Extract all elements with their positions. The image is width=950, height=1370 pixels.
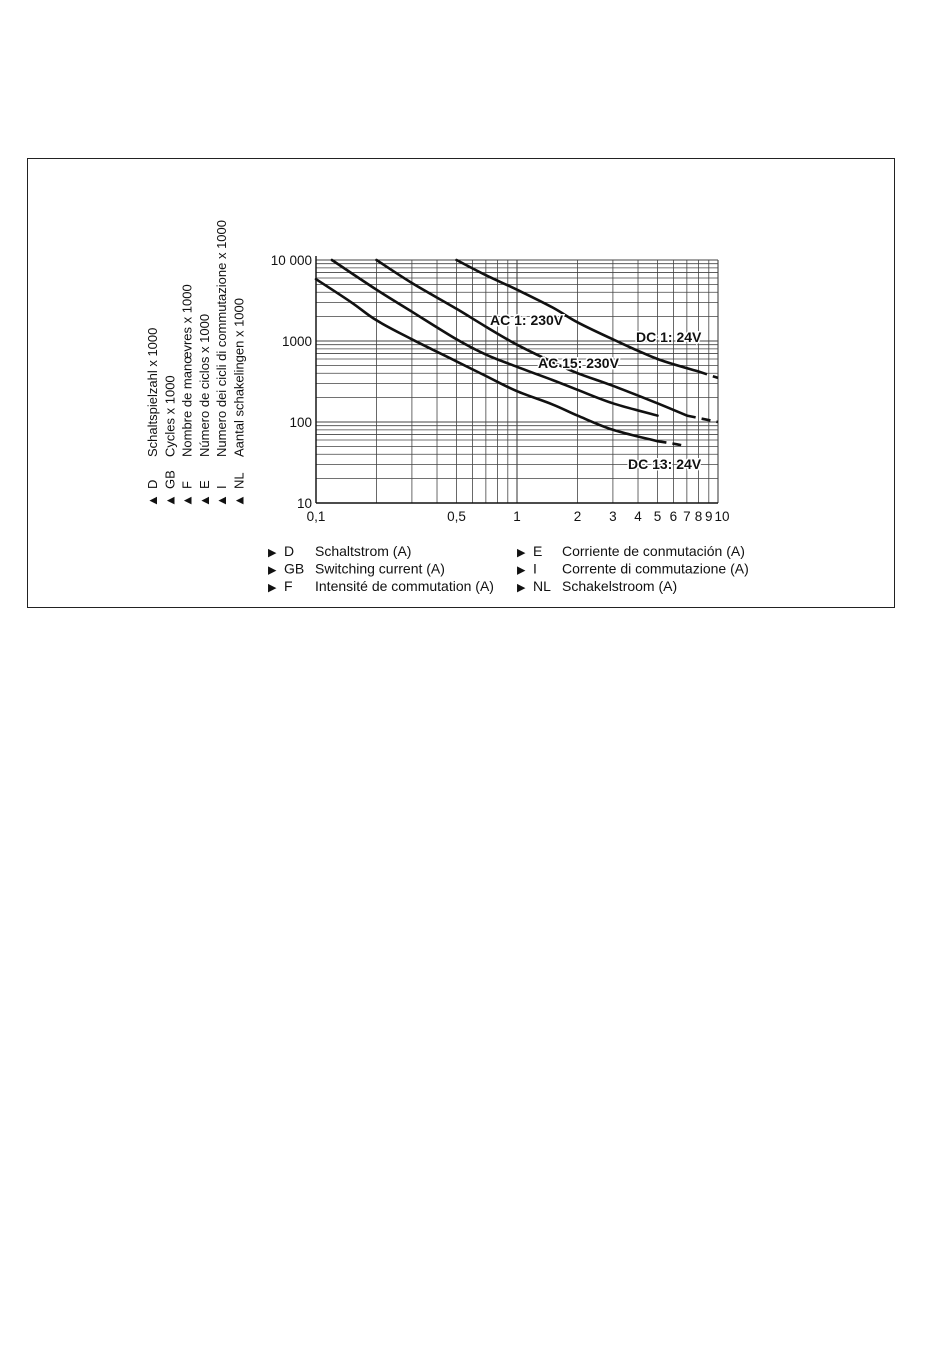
x-tick-label: 1	[513, 509, 521, 524]
x-tick-label: 4	[634, 509, 642, 524]
x-tick-label: 9	[705, 509, 713, 524]
series-label-ac-1-230v: AC 1: 230V	[490, 312, 564, 328]
y-label-text: Aantal schakelingen x 1000	[231, 297, 247, 457]
y-label-text: Cycles x 1000	[162, 375, 178, 457]
x-label-arrow: ▶	[268, 564, 277, 577]
y-label-code: E	[196, 480, 212, 489]
x-label-code: E	[533, 543, 543, 559]
y-label-code: NL	[231, 472, 247, 489]
x-label-text: Schakelstroom (A)	[562, 578, 678, 594]
y-label-code: GB	[162, 470, 178, 489]
y-label-line	[180, 284, 195, 507]
x-tick-label: 8	[694, 509, 703, 524]
x-label-code: I	[533, 560, 537, 577]
x-label-text: Schaltstrom (A)	[315, 543, 412, 559]
series-extension-dc-13-24v	[658, 441, 687, 446]
y-label-line	[145, 328, 160, 507]
y-label-line	[232, 298, 247, 507]
x-label-code: NL	[533, 578, 551, 594]
y-tick-label: 10	[296, 496, 312, 511]
y-label-arrow: ▲	[162, 494, 178, 507]
x-label-arrow: ▶	[517, 547, 526, 559]
x-label-code: D	[284, 543, 295, 559]
x-tick-label: 6	[669, 509, 678, 524]
x-label-text: Corrente di commutazione (A)	[562, 560, 749, 577]
y-label-code: F	[179, 481, 195, 489]
y-label-arrow: ▲	[179, 494, 195, 507]
y-label-arrow: ▲	[214, 494, 230, 507]
y-label-text: Nombre de manœvres x 1000	[179, 284, 195, 457]
x-label-text: Intensité de commutation (A)	[315, 578, 494, 594]
series-extension-ac-1-230v	[699, 372, 719, 378]
x-tick-label: 0,5	[447, 509, 466, 524]
x-label-arrow: ▶	[517, 582, 526, 594]
x-label-code: F	[284, 578, 293, 594]
series-label-ac-15-230v: AC 15: 230V	[538, 355, 619, 371]
x-tick-label: 3	[609, 509, 617, 524]
y-label-text: Número de ciclos x 1000	[196, 313, 212, 457]
x-axis-label-block	[268, 543, 749, 594]
x-label-text: Switching current (A)	[315, 560, 445, 577]
y-label-text: Numero dei cicli di commutazione x 1000	[214, 220, 230, 457]
x-label-text: Corriente de conmutación (A)	[562, 543, 745, 559]
y-label-line	[214, 220, 229, 507]
series-extension-dc-1-24v	[687, 416, 718, 422]
x-label-arrow: ▶	[268, 582, 277, 594]
series-label-dc-1-24v: DC 1: 24V	[636, 329, 702, 345]
x-tick-label: 5	[653, 509, 662, 524]
y-label-text: Schaltspielzahl x 1000	[145, 327, 160, 457]
y-label-code: D	[145, 479, 160, 489]
y-label-arrow: ▲	[231, 494, 247, 507]
x-tick-label: 10	[714, 509, 730, 524]
y-label-arrow: ▲	[196, 494, 212, 507]
x-tick-label: 7	[683, 509, 691, 524]
x-label-arrow: ▶	[268, 547, 277, 559]
y-tick-label: 10 000	[270, 253, 312, 268]
y-axis-label-block	[145, 220, 247, 507]
y-tick-label: 1000	[281, 334, 312, 349]
y-label-code: I	[214, 485, 230, 489]
x-label-arrow: ▶	[517, 564, 526, 577]
y-label-line	[162, 375, 177, 507]
x-tick-label: 0,1	[306, 509, 326, 524]
x-tick-label: 2	[573, 509, 582, 524]
y-tick-label: 100	[289, 415, 312, 430]
y-label-line	[197, 314, 212, 507]
series-label-dc-13-24v: DC 13: 24V	[628, 456, 702, 472]
x-label-code: GB	[284, 560, 305, 577]
y-label-arrow: ▲	[145, 494, 160, 507]
